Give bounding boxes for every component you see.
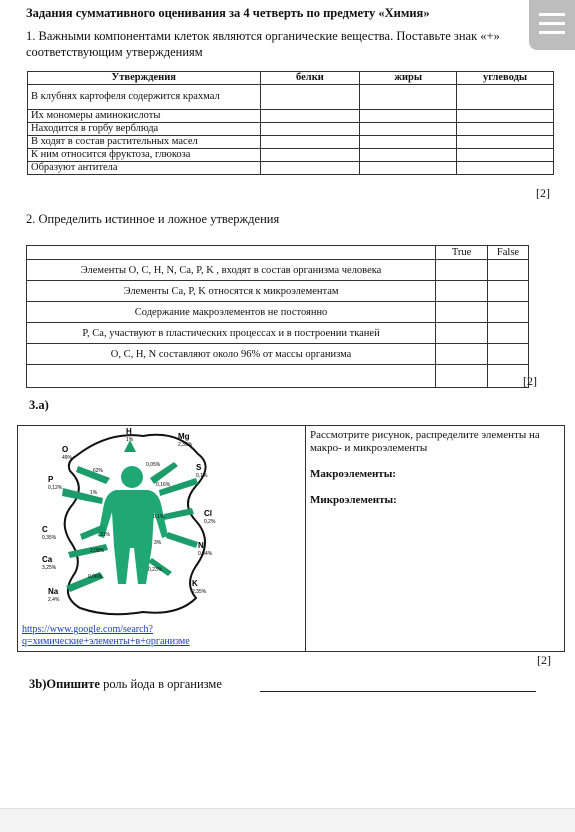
table-row (27, 260, 529, 281)
answer-cell[interactable] (457, 110, 554, 123)
column-header: белки (260, 72, 360, 85)
inner-percent: 2,08% (90, 548, 105, 554)
table-row (28, 85, 554, 110)
statement-cell: Образуют антитела (28, 162, 261, 175)
answer-cell[interactable] (436, 365, 488, 388)
inner-percent: 0,16% (156, 482, 171, 488)
statement-cell: Содержание макроэлементов не постоянно (27, 302, 436, 323)
column-header: углеводы (457, 72, 554, 85)
organic-substances-table (27, 71, 554, 175)
question-3b-text (29, 677, 222, 692)
inner-percent: 31% (100, 532, 111, 538)
answer-cell[interactable] (457, 162, 554, 175)
element-symbol: Na (48, 587, 59, 596)
statement-cell: Их мономеры аминокислоты (28, 110, 261, 123)
true-false-table (26, 245, 529, 388)
answer-cell[interactable] (260, 149, 360, 162)
element-percent: 0,35% (42, 535, 57, 541)
statement-cell: Находится в горбу верблюда (28, 123, 261, 136)
answer-cell[interactable] (436, 323, 488, 344)
answer-cell[interactable] (360, 110, 457, 123)
answer-cell[interactable] (260, 85, 360, 110)
element-percent: 2,35% (192, 589, 207, 595)
question-3a-score: [2] (537, 653, 551, 667)
answer-cell[interactable] (260, 136, 360, 149)
element-symbol: P (48, 475, 54, 484)
menu-button[interactable] (529, 0, 575, 50)
question-2-score: [2] (523, 374, 537, 388)
element-percent: 49% (62, 455, 73, 461)
statement-cell: В клубнях картофеля содержится крахмал (28, 85, 261, 110)
element-percent: 2,4% (48, 597, 60, 603)
answer-column (310, 429, 562, 507)
statement-cell: Элементы O, C, H, N, Ca, P, K , входят в состав организма человека (27, 260, 436, 281)
inner-percent: 62% (93, 468, 104, 474)
source-link[interactable]: https://www.google.com/search?q=химические+элементы+в+организме (22, 624, 190, 647)
answer-cell[interactable] (436, 344, 488, 365)
answer-cell[interactable] (457, 149, 554, 162)
column-divider (305, 426, 306, 651)
question-1-score: [2] (536, 186, 550, 200)
answer-cell[interactable] (457, 123, 554, 136)
answer-cell[interactable] (260, 123, 360, 136)
inner-percent: 0,05% (146, 462, 161, 468)
element-percent: 0,1% (196, 473, 208, 479)
question-2-text: 2. Определить истинное и ложное утверждения (26, 212, 280, 226)
element-symbol: O (62, 445, 69, 454)
inner-percent: 0,23% (148, 567, 163, 573)
element-symbol: S (196, 463, 202, 472)
column-header-true: True (436, 246, 488, 260)
table-row (27, 323, 529, 344)
column-header (27, 246, 436, 260)
answer-cell[interactable] (260, 162, 360, 175)
element-percent: 0,04% (198, 551, 213, 557)
inner-percent: 1% (90, 490, 98, 496)
answer-cell[interactable] (360, 85, 457, 110)
inner-percent: 0,06% (88, 574, 103, 580)
question-3b-rest: роль йода в организме (99, 677, 222, 691)
answer-cell[interactable] (488, 323, 529, 344)
answer-cell[interactable] (360, 123, 457, 136)
table-row (27, 365, 529, 388)
element-symbol: Mg (178, 432, 190, 441)
macro-elements-label: Макроэлементы: (310, 468, 396, 480)
element-symbol: H (126, 427, 132, 436)
statement-cell: К ним относится фруктоза, глюкоза (28, 149, 261, 162)
answer-cell[interactable] (436, 260, 488, 281)
table-row (28, 162, 554, 175)
question-3b-bold: 3b)Опишите (29, 677, 100, 691)
statement-cell: P, Ca, участвуют в пластических процессах и в построении тканей (27, 323, 436, 344)
answer-cell[interactable] (488, 281, 529, 302)
menu-icon-bar (539, 13, 565, 16)
table-row (27, 302, 529, 323)
element-percent: 0,12% (48, 485, 63, 491)
answer-cell[interactable] (488, 260, 529, 281)
statement-cell: Элементы Ca, P, K относятся к микроэлементам (27, 281, 436, 302)
element-symbol: Ca (42, 555, 53, 564)
inner-percent: 0,1% (153, 514, 165, 520)
statement-cell: O, C, H, N составляют около 96% от массы организма (27, 344, 436, 365)
question-1-text: 1. Важными компонентами клеток являются органические вещества. Поставьте знак «+» соответствующим утверждениям (26, 29, 500, 59)
column-header: жиры (360, 72, 457, 85)
answer-cell[interactable] (488, 302, 529, 323)
micro-elements-label: Микроэлементы: (310, 494, 397, 506)
answer-cell[interactable] (488, 344, 529, 365)
element-percent: 3,25% (42, 565, 57, 571)
inner-percent: 3% (154, 540, 162, 546)
table-row (27, 281, 529, 302)
element-symbol: C (42, 525, 48, 534)
element-symbol: N (198, 541, 204, 550)
page-title: Задания суммативного оценивания за 4 четверть по предмету «Химия» (26, 6, 430, 20)
answer-cell[interactable] (436, 281, 488, 302)
table-row (28, 149, 554, 162)
answer-line[interactable] (260, 691, 536, 692)
answer-cell[interactable] (436, 302, 488, 323)
instruction-text: Рассмотрите рисунок, распределите элементы на макро- и микроэлементы (310, 429, 540, 454)
element-percent: 0,2% (204, 519, 216, 525)
table-row (28, 136, 554, 149)
answer-cell[interactable] (360, 149, 457, 162)
answer-cell[interactable] (360, 136, 457, 149)
table-row (27, 344, 529, 365)
element-symbol: K (192, 579, 198, 588)
question-3a-box (17, 425, 565, 652)
answer-cell[interactable] (457, 136, 554, 149)
element-percent: 2,35% (178, 442, 193, 448)
footer-bar (0, 808, 575, 832)
menu-icon-bar (539, 31, 565, 34)
table-row (28, 110, 554, 123)
element-symbol: Cl (204, 509, 212, 518)
statement-cell: В ходят в состав растительных масел (28, 136, 261, 149)
answer-cell[interactable] (457, 85, 554, 110)
menu-icon-bar (539, 22, 565, 25)
column-header: Утверждения (28, 72, 261, 85)
empty-cell (27, 365, 436, 388)
question-3a-label: 3.а) (29, 398, 49, 412)
figure-labels (18, 426, 304, 621)
answer-cell[interactable] (360, 162, 457, 175)
answer-cell[interactable] (260, 110, 360, 123)
table-row (28, 123, 554, 136)
column-header-false: False (488, 246, 529, 260)
element-percent: 1% (126, 437, 134, 443)
